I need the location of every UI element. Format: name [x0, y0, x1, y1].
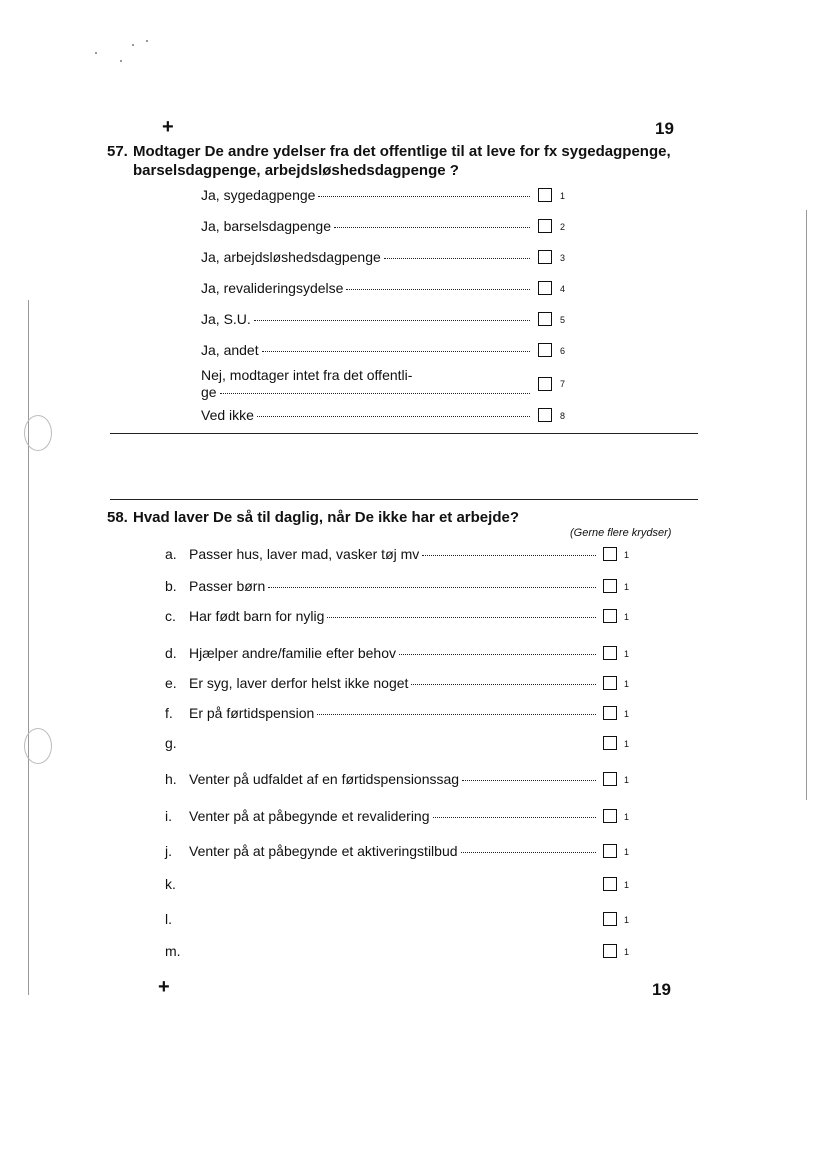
q57-option-label: Ja, arbejdsløshedsdagpenge — [201, 249, 381, 265]
q57-option-row — [201, 280, 532, 296]
q57-checkbox[interactable] — [538, 377, 552, 391]
q58-checkbox[interactable] — [603, 809, 617, 823]
q58-option-letter: i. — [165, 808, 172, 824]
bottom-page-number: 19 — [652, 980, 671, 999]
q57-option-row — [201, 407, 532, 423]
q58-option-letter: b. — [165, 578, 177, 594]
q57-option-label: Nej, modtager intet fra det offentli- — [201, 367, 413, 383]
q57-checkbox[interactable] — [538, 219, 552, 233]
leader-dots — [346, 289, 530, 290]
q57-checkbox[interactable] — [538, 281, 552, 295]
q58-option-label: Er syg, laver derfor helst ikke noget — [189, 675, 409, 691]
q58-option-row — [189, 578, 598, 594]
top-plus-mark: + — [162, 116, 174, 138]
q57-option-row — [201, 249, 532, 265]
q58-option-label: Venter på at påbegynde et revalidering — [189, 808, 430, 824]
q57-divider — [110, 433, 698, 434]
q58-checkbox[interactable] — [603, 772, 617, 786]
q57-option-label: Ved ikke — [201, 407, 254, 423]
q57-option-code: 5 — [560, 315, 566, 325]
q57-option-label-cont: ge — [201, 384, 217, 400]
q58-option-code: 1 — [624, 550, 630, 560]
q58-option-code: 1 — [624, 649, 630, 659]
q57-option-row — [201, 342, 532, 358]
q57-option-label: Ja, andet — [201, 342, 259, 358]
q58-option-code: 1 — [624, 847, 630, 857]
q57-option-label: Ja, sygedagpenge — [201, 187, 316, 203]
q57-option-code: 8 — [560, 411, 566, 421]
leader-dots — [384, 258, 530, 259]
leader-dots — [433, 817, 596, 818]
q58-option-code: 1 — [624, 582, 630, 592]
q58-option-row — [189, 771, 598, 787]
q58-option-letter: j. — [165, 843, 172, 859]
q57-option-label: Ja, revalideringsydelse — [201, 280, 344, 296]
q58-option-letter: h. — [165, 771, 177, 787]
q58-option-code: 1 — [624, 679, 630, 689]
q57-option-row — [201, 311, 532, 327]
q58-option-label: Passer hus, laver mad, vasker tøj mv — [189, 546, 420, 562]
q58-checkbox[interactable] — [603, 736, 617, 750]
q58-checkbox[interactable] — [603, 706, 617, 720]
q58-option-row — [189, 546, 598, 562]
scan-speck — [95, 52, 97, 54]
q58-number: 58. — [107, 509, 128, 526]
q57-checkbox[interactable] — [538, 188, 552, 202]
left-margin-line — [28, 300, 29, 995]
q58-option-label: Passer børn — [189, 578, 266, 594]
q58-option-label: Hjælper andre/familie efter behov — [189, 645, 396, 661]
q58-option-label: Er på førtidspension — [189, 705, 315, 721]
q57-option-code: 4 — [560, 284, 566, 294]
q57-option-row — [201, 384, 532, 400]
q57-title-line1: Modtager De andre ydelser fra det offentlige til at leve for fx sygedagpenge, — [133, 143, 671, 160]
q58-checkbox[interactable] — [603, 844, 617, 858]
q58-option-letter: f. — [165, 705, 173, 721]
q58-option-code: 1 — [624, 775, 630, 785]
scan-speck — [120, 60, 122, 62]
leader-dots — [220, 393, 530, 394]
q58-option-code: 1 — [624, 915, 630, 925]
q58-option-code: 1 — [624, 947, 630, 957]
q58-note: (Gerne flere krydser) — [570, 527, 672, 539]
leader-dots — [399, 654, 596, 655]
punch-hole — [24, 415, 52, 451]
leader-dots — [262, 351, 530, 352]
q58-option-code: 1 — [624, 880, 630, 890]
leader-dots — [318, 196, 530, 197]
q58-checkbox[interactable] — [603, 609, 617, 623]
scan-speck — [146, 40, 148, 42]
q58-option-row — [189, 675, 598, 691]
leader-dots — [462, 780, 596, 781]
bottom-plus-mark: + — [158, 976, 170, 998]
q58-option-label: Venter på udfaldet af en førtidspensionssag — [189, 771, 460, 787]
top-page-number: 19 — [655, 119, 674, 138]
q57-option-code: 3 — [560, 253, 566, 263]
q58-option-letter: l. — [165, 911, 172, 927]
q58-option-code: 1 — [624, 709, 630, 719]
q58-checkbox[interactable] — [603, 877, 617, 891]
q57-option-code: 2 — [560, 222, 566, 232]
q58-option-label: Venter på at påbegynde et aktiveringstilbud — [189, 843, 458, 859]
q57-option-code: 7 — [560, 379, 566, 389]
q58-checkbox[interactable] — [603, 579, 617, 593]
q57-checkbox[interactable] — [538, 312, 552, 326]
leader-dots — [422, 555, 596, 556]
q58-option-code: 1 — [624, 739, 630, 749]
q58-option-letter: k. — [165, 876, 176, 892]
q58-checkbox[interactable] — [603, 676, 617, 690]
leader-dots — [268, 587, 596, 588]
q58-option-label: Har født barn for nylig — [189, 608, 325, 624]
punch-hole — [24, 728, 52, 764]
q58-option-row — [189, 645, 598, 661]
q57-option-code: 6 — [560, 346, 566, 356]
q58-option-row — [189, 843, 598, 859]
q57-option-label: Ja, S.U. — [201, 311, 251, 327]
right-margin-line — [806, 210, 807, 800]
leader-dots — [254, 320, 530, 321]
leader-dots — [327, 617, 596, 618]
leader-dots — [317, 714, 596, 715]
q57-checkbox[interactable] — [538, 408, 552, 422]
q58-option-row — [189, 808, 598, 824]
q58-option-code: 1 — [624, 612, 630, 622]
q58-option-letter: d. — [165, 645, 177, 661]
q58-option-row — [189, 705, 598, 721]
q58-checkbox[interactable] — [603, 944, 617, 958]
q57-checkbox[interactable] — [538, 343, 552, 357]
q57-option-row — [201, 187, 532, 203]
q57-option-label: Ja, barselsdagpenge — [201, 218, 331, 234]
q58-option-letter: m. — [165, 943, 181, 959]
q58-option-row — [189, 608, 598, 624]
q58-checkbox[interactable] — [603, 646, 617, 660]
q57-option-code: 1 — [560, 191, 566, 201]
leader-dots — [257, 416, 530, 417]
leader-dots — [411, 684, 596, 685]
scan-speck — [132, 44, 134, 46]
q57-number: 57. — [107, 143, 128, 160]
q58-option-letter: a. — [165, 546, 177, 562]
q57-title-line2: barselsdagpenge, arbejdsløshedsdagpenge ? — [133, 162, 459, 179]
q58-option-letter: g. — [165, 735, 177, 751]
q58-top-divider — [110, 499, 698, 500]
q58-checkbox[interactable] — [603, 547, 617, 561]
q58-title: Hvad laver De så til daglig, når De ikke har et arbejde? — [133, 509, 519, 526]
q57-checkbox[interactable] — [538, 250, 552, 264]
q58-checkbox[interactable] — [603, 912, 617, 926]
q58-option-letter: c. — [165, 608, 176, 624]
leader-dots — [334, 227, 530, 228]
q58-option-letter: e. — [165, 675, 177, 691]
leader-dots — [461, 852, 596, 853]
q57-option-row — [201, 218, 532, 234]
q58-option-code: 1 — [624, 812, 630, 822]
